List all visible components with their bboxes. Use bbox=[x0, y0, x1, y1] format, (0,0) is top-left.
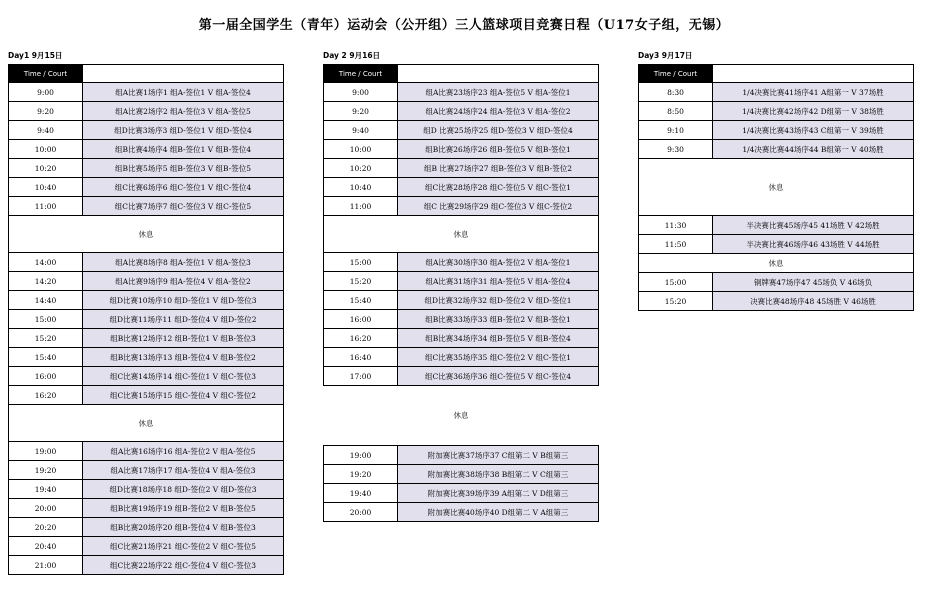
schedule-row bbox=[9, 83, 284, 102]
day1-afternoon bbox=[9, 253, 284, 405]
time-cell: 20:40 bbox=[9, 537, 83, 555]
schedule-row bbox=[9, 253, 284, 272]
schedule-row bbox=[639, 235, 914, 254]
time-cell: 11:30 bbox=[639, 216, 713, 234]
day3-afternoon bbox=[639, 273, 914, 311]
schedule-row bbox=[324, 291, 599, 310]
time-cell: 11:00 bbox=[324, 197, 398, 215]
schedule-row bbox=[324, 465, 599, 484]
game-cell: 组C 比赛29场序29 组C-签位3 V 组C-签位2 bbox=[398, 197, 599, 215]
game-cell: 组A比赛23场序23 组A-签位5 V 组A-签位1 bbox=[398, 83, 599, 101]
time-cell: 21:00 bbox=[9, 556, 83, 574]
schedule-row bbox=[639, 216, 914, 235]
game-cell: 组A比赛30场序30 组A-签位2 V 组A-签位1 bbox=[398, 253, 599, 271]
game-cell: 组B比赛13场序13 组B-签位4 V 组B-签位2 bbox=[83, 348, 284, 366]
game-cell: 组A比赛24场序24 组A-签位3 V 组A-签位2 bbox=[398, 102, 599, 120]
break-row: 休息 bbox=[639, 254, 914, 273]
day1-evening bbox=[9, 442, 284, 575]
day3-midday bbox=[639, 216, 914, 254]
game-cell: 组B比赛19场序19 组B-签位2 V 组B-签位5 bbox=[83, 499, 284, 517]
schedule-row bbox=[324, 83, 599, 102]
schedule-row bbox=[9, 140, 284, 159]
schedule-row bbox=[639, 140, 914, 159]
time-cell: 10:20 bbox=[324, 159, 398, 177]
schedule-row bbox=[9, 121, 284, 140]
time-cell: 19:00 bbox=[9, 442, 83, 460]
time-cell: 17:00 bbox=[324, 367, 398, 385]
schedule-row bbox=[639, 121, 914, 140]
day2-morning bbox=[324, 83, 599, 216]
day1-morning bbox=[9, 83, 284, 216]
game-cell: 组B 比赛27场序27 组B-签位3 V 组B-签位2 bbox=[398, 159, 599, 177]
schedule-row bbox=[9, 178, 284, 197]
day2-evening bbox=[324, 446, 599, 522]
day2-label: Day 2 9月16日 bbox=[323, 51, 381, 60]
schedule-row bbox=[639, 273, 914, 292]
time-cell: 9:20 bbox=[324, 102, 398, 120]
day1-schedule bbox=[8, 50, 284, 575]
header-row bbox=[9, 65, 284, 83]
schedule-row bbox=[9, 291, 284, 310]
time-cell: 10:00 bbox=[9, 140, 83, 158]
game-cell: 组B比赛5场序5 组B-签位3 V 组B-签位5 bbox=[83, 159, 284, 177]
day2-evening-table bbox=[323, 445, 599, 522]
game-cell: 附加赛比赛38场序38 B组第二 V C组第三 bbox=[398, 465, 599, 483]
game-cell: 组C比赛14场序14 组C-签位1 V 组C-签位3 bbox=[83, 367, 284, 385]
schedule-row bbox=[9, 442, 284, 461]
game-cell: 组C比赛22场序22 组C-签位4 V 组C-签位3 bbox=[83, 556, 284, 574]
day2-evening-schedule bbox=[323, 445, 599, 522]
time-cell: 16:40 bbox=[324, 348, 398, 366]
time-cell: 8:30 bbox=[639, 83, 713, 101]
page-title: 第一届全国学生（青年）运动会（公开组）三人篮球项目竞赛日程（U17女子组，无锡） bbox=[198, 18, 730, 33]
game-cell: 组B比赛26场序26 组B-签位5 V 组B-签位1 bbox=[398, 140, 599, 158]
time-cell: 16:20 bbox=[324, 329, 398, 347]
schedule-row bbox=[9, 499, 284, 518]
time-cell: 19:40 bbox=[324, 484, 398, 502]
time-cell: 16:00 bbox=[9, 367, 83, 385]
game-cell: 组D比赛3场序3 组D-签位1 V 组D-签位4 bbox=[83, 121, 284, 139]
schedule-row bbox=[9, 348, 284, 367]
schedule-row bbox=[324, 348, 599, 367]
schedule-row bbox=[9, 518, 284, 537]
game-cell: 组A比赛16场序16 组A-签位2 V 组A-签位5 bbox=[83, 442, 284, 460]
schedule-row bbox=[9, 537, 284, 556]
game-cell: 组A比赛31场序31 组A-签位5 V 组A-签位4 bbox=[398, 272, 599, 290]
schedule-row bbox=[9, 480, 284, 499]
break-row: 休息 bbox=[324, 216, 599, 253]
schedule-row bbox=[639, 292, 914, 311]
day3-label: Day3 9月17日 bbox=[638, 51, 693, 60]
time-cell: 9:30 bbox=[639, 140, 713, 158]
game-cell: 附加赛比赛40场序40 D组第二 V A组第三 bbox=[398, 503, 599, 521]
game-cell: 组C比赛35场序35 组C-签位2 V 组C-签位1 bbox=[398, 348, 599, 366]
game-cell: 组C比赛28场序28 组C-签位5 V 组C-签位1 bbox=[398, 178, 599, 196]
time-cell: 15:40 bbox=[9, 348, 83, 366]
day1-table bbox=[8, 64, 284, 575]
game-cell: 铜牌赛47场序47 45场负 V 46场负 bbox=[713, 273, 914, 291]
game-cell: 组B比赛12场序12 组B-签位1 V 组B-签位3 bbox=[83, 329, 284, 347]
game-cell: 决赛比赛48场序48 45场胜 V 46场胜 bbox=[713, 292, 914, 310]
game-cell: 组C比赛7场序7 组C-签位3 V 组C-签位5 bbox=[83, 197, 284, 215]
time-cell: 14:00 bbox=[9, 253, 83, 271]
game-cell: 组C比赛21场序21 组C-签位2 V 组C-签位5 bbox=[83, 537, 284, 555]
time-cell: 15:00 bbox=[639, 273, 713, 291]
game-cell: 组A比赛2场序2 组A-签位3 V 组A-签位5 bbox=[83, 102, 284, 120]
time-cell: 20:00 bbox=[324, 503, 398, 521]
time-cell: 15:40 bbox=[324, 291, 398, 309]
game-cell: 组D比赛18场序18 组D-签位2 V 组D-签位3 bbox=[83, 480, 284, 498]
time-court-header: Time / Court bbox=[639, 65, 713, 82]
schedule-row bbox=[324, 503, 599, 522]
schedule-row bbox=[324, 159, 599, 178]
day2-afternoon bbox=[324, 253, 599, 386]
schedule-row bbox=[324, 329, 599, 348]
time-cell: 15:20 bbox=[639, 292, 713, 310]
time-cell: 14:40 bbox=[9, 291, 83, 309]
time-cell: 9:20 bbox=[9, 102, 83, 120]
schedule-row bbox=[639, 83, 914, 102]
day2-schedule bbox=[323, 50, 599, 386]
header-blank-cell bbox=[713, 65, 914, 82]
time-cell: 20:20 bbox=[9, 518, 83, 536]
header-row bbox=[639, 65, 914, 83]
schedule-row bbox=[9, 272, 284, 291]
schedule-row bbox=[324, 121, 599, 140]
schedule-row bbox=[9, 197, 284, 216]
time-cell: 10:40 bbox=[324, 178, 398, 196]
day3-table bbox=[638, 64, 914, 311]
time-cell: 9:00 bbox=[9, 83, 83, 101]
time-cell: 16:20 bbox=[9, 386, 83, 404]
header-row bbox=[324, 65, 599, 83]
schedule-row bbox=[9, 386, 284, 405]
game-cell: 半决赛比赛45场序45 41场胜 V 42场胜 bbox=[713, 216, 914, 234]
game-cell: 组B比赛34场序34 组B-签位5 V 组B-签位4 bbox=[398, 329, 599, 347]
time-cell: 20:00 bbox=[9, 499, 83, 517]
schedule-row bbox=[324, 102, 599, 121]
game-cell: 组D 比赛25场序25 组D-签位3 V 组D-签位4 bbox=[398, 121, 599, 139]
schedule-row bbox=[639, 102, 914, 121]
schedule-row bbox=[324, 253, 599, 272]
schedule-row bbox=[324, 272, 599, 291]
game-cell: 半决赛比赛46场序46 43场胜 V 44场胜 bbox=[713, 235, 914, 253]
game-cell: 组B比赛20场序20 组B-签位4 V 组B-签位3 bbox=[83, 518, 284, 536]
time-cell: 9:00 bbox=[324, 83, 398, 101]
game-cell: 1/4决赛比赛42场序42 D组第一 V 38场胜 bbox=[713, 102, 914, 120]
game-cell: 附加赛比赛39场序39 A组第二 V D组第三 bbox=[398, 484, 599, 502]
time-cell: 15:20 bbox=[9, 329, 83, 347]
schedule-row bbox=[324, 484, 599, 503]
schedule-row bbox=[9, 159, 284, 178]
game-cell: 组D比赛32场序32 组D-签位2 V 组D-签位1 bbox=[398, 291, 599, 309]
time-cell: 15:00 bbox=[324, 253, 398, 271]
time-cell: 19:40 bbox=[9, 480, 83, 498]
game-cell: 组D比赛11场序11 组D-签位4 V 组D-签位2 bbox=[83, 310, 284, 328]
time-cell: 10:40 bbox=[9, 178, 83, 196]
day1-label: Day1 9月15日 bbox=[8, 51, 63, 60]
time-cell: 19:20 bbox=[324, 465, 398, 483]
game-cell: 组A比赛8场序8 组A-签位1 V 组A-签位3 bbox=[83, 253, 284, 271]
time-cell: 8:50 bbox=[639, 102, 713, 120]
schedule-row bbox=[9, 310, 284, 329]
game-cell: 组C比赛6场序6 组C-签位1 V 组C-签位4 bbox=[83, 178, 284, 196]
time-cell: 11:50 bbox=[639, 235, 713, 253]
time-cell: 10:00 bbox=[324, 140, 398, 158]
day3-morning bbox=[639, 83, 914, 159]
game-cell: 组A比赛1场序1 组A-签位1 V 组A-签位4 bbox=[83, 83, 284, 101]
time-court-header: Time / Court bbox=[9, 65, 83, 82]
schedule-row bbox=[324, 367, 599, 386]
game-cell: 1/4决赛比赛43场序43 C组第一 V 39场胜 bbox=[713, 121, 914, 139]
break-row: 休息 bbox=[639, 159, 914, 216]
time-cell: 19:00 bbox=[324, 446, 398, 464]
schedule-row bbox=[324, 197, 599, 216]
time-cell: 9:10 bbox=[639, 121, 713, 139]
time-cell: 9:40 bbox=[9, 121, 83, 139]
schedule-row bbox=[9, 329, 284, 348]
day3-schedule bbox=[638, 50, 914, 311]
schedule-row bbox=[324, 446, 599, 465]
time-cell: 15:20 bbox=[324, 272, 398, 290]
day2-table bbox=[323, 64, 599, 386]
game-cell: 组C比赛36场序36 组C-签位5 V 组C-签位4 bbox=[398, 367, 599, 385]
day2-break-label: 休息 bbox=[453, 411, 469, 420]
schedule-row bbox=[324, 178, 599, 197]
time-cell: 11:00 bbox=[9, 197, 83, 215]
schedule-row bbox=[324, 140, 599, 159]
schedule-row bbox=[9, 367, 284, 386]
schedule-row bbox=[324, 310, 599, 329]
schedule-row bbox=[9, 556, 284, 575]
time-court-header: Time / Court bbox=[324, 65, 398, 82]
game-cell: 组A比赛17场序17 组A-签位4 V 组A-签位3 bbox=[83, 461, 284, 479]
time-cell: 16:00 bbox=[324, 310, 398, 328]
time-cell: 14:20 bbox=[9, 272, 83, 290]
time-cell: 19:20 bbox=[9, 461, 83, 479]
game-cell: 1/4决赛比赛41场序41 A组第一 V 37场胜 bbox=[713, 83, 914, 101]
time-cell: 9:40 bbox=[324, 121, 398, 139]
time-cell: 15:00 bbox=[9, 310, 83, 328]
game-cell: 组B比赛4场序4 组B-签位1 V 组B-签位4 bbox=[83, 140, 284, 158]
header-blank-cell bbox=[398, 65, 599, 82]
game-cell: 组C比赛15场序15 组C-签位4 V 组C-签位2 bbox=[83, 386, 284, 404]
schedule-row bbox=[9, 461, 284, 480]
game-cell: 组A比赛9场序9 组A-签位4 V 组A-签位2 bbox=[83, 272, 284, 290]
schedule-row bbox=[9, 102, 284, 121]
game-cell: 组D比赛10场序10 组D-签位1 V 组D-签位3 bbox=[83, 291, 284, 309]
game-cell: 组B比赛33场序33 组B-签位2 V 组B-签位1 bbox=[398, 310, 599, 328]
game-cell: 1/4决赛比赛44场序44 B组第一 V 40场胜 bbox=[713, 140, 914, 158]
header-blank-cell bbox=[83, 65, 284, 82]
break-row: 休息 bbox=[9, 216, 284, 253]
game-cell: 附加赛比赛37场序37 C组第二 V B组第三 bbox=[398, 446, 599, 464]
break-row: 休息 bbox=[9, 405, 284, 442]
time-cell: 10:20 bbox=[9, 159, 83, 177]
